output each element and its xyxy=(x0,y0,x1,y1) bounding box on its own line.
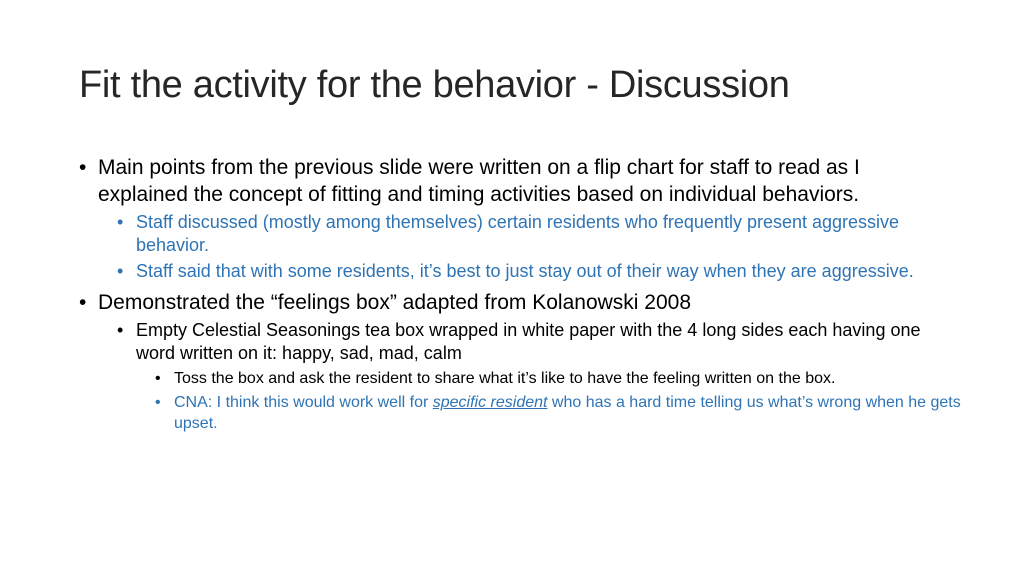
bullet-main-points xyxy=(79,154,948,208)
bullet-dot: • xyxy=(155,394,161,411)
sub-sub-bullet-cna-comment xyxy=(155,392,964,434)
sub-bullet-tea-box xyxy=(117,319,951,365)
bullet-text: Main points from the previous slide were written on a flip chart for staff to read as I explained the concept of fitting and timing activities based on individual behaviors. xyxy=(98,156,860,206)
bullet-dot: • xyxy=(79,156,87,179)
bullet-text-after: who has a hard time telling us what’s wrong when he gets upset. xyxy=(174,394,961,432)
bullet-text: Staff said that with some residents, it’s best to just stay out of their way when they are aggressive. xyxy=(136,261,914,281)
bullet-text-before: CNA: I think this would work well for xyxy=(174,394,433,411)
bullet-text: Toss the box and ask the resident to share what it’s like to have the feeling written on the box. xyxy=(174,370,836,387)
bullet-dot: • xyxy=(117,320,124,340)
bullet-text: Demonstrated the “feelings box” adapted from Kolanowski 2008 xyxy=(98,291,692,314)
bullet-dot: • xyxy=(117,261,124,281)
sub-bullet-staff-discussed xyxy=(117,211,951,257)
sub-bullet-staff-said xyxy=(117,260,951,283)
sub-sub-bullet-toss-box xyxy=(155,368,964,389)
bullet-text: Staff discussed (mostly among themselves) certain residents who frequently present aggressive behavior. xyxy=(136,212,900,255)
bullet-text: Empty Celestial Seasonings tea box wrapped in white paper with the 4 long sides each having one word written on it: happy, sad, mad, calm xyxy=(136,320,921,363)
bullet-feelings-box xyxy=(79,289,948,316)
bullet-dot: • xyxy=(117,212,124,232)
slide-title: Fit the activity for the behavior - Discussion xyxy=(79,64,790,106)
specific-resident-link[interactable]: specific resident xyxy=(432,394,548,411)
bullet-dot: • xyxy=(155,370,161,387)
slide-body xyxy=(79,154,959,434)
bullet-dot: • xyxy=(79,291,87,314)
